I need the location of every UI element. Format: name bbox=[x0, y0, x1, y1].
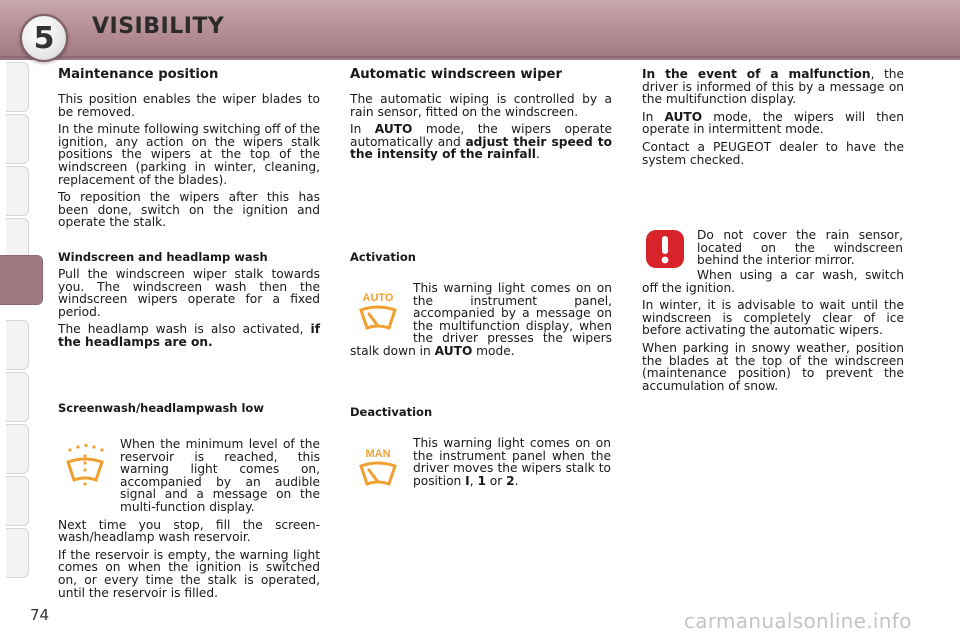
chapter-tab[interactable] bbox=[6, 114, 29, 164]
header-divider bbox=[0, 56, 960, 58]
malfunction-p1-rest: , the driver is informed of this by a message on the multifunction display. bbox=[642, 67, 905, 107]
headlamp-wash-p2 bbox=[58, 323, 320, 348]
warning-text-top bbox=[697, 229, 903, 272]
malfunction-p3: Contact a PEUGEOT dealer to have the system checked. bbox=[642, 139, 904, 167]
malfunction-p2-auto: AUTO bbox=[664, 109, 703, 124]
deactivation-end: . bbox=[514, 473, 519, 488]
auto-wiper-title: Automatic windscreen wiper bbox=[350, 67, 562, 82]
chapter-tab[interactable] bbox=[6, 424, 29, 474]
malfunction-p2-rest: mode, the wipers will then operate in intermittent mode. bbox=[642, 109, 904, 137]
warning-p1: Do not cover the rain sensor, located on the windscreen behind the interior mirror. bbox=[697, 228, 903, 268]
screenwash-text bbox=[58, 438, 320, 604]
maintenance-text bbox=[58, 93, 320, 234]
activation-text-main: This warning light comes on on the instrument panel, accompanied by a message on the multifunction display, when the driver presses the wipers stalk down in bbox=[350, 281, 612, 358]
deactivation-pos2: 1 bbox=[477, 473, 486, 488]
warning-p2: When using a car wash, switch off the ignition. bbox=[642, 268, 904, 295]
deactivation-or: or bbox=[485, 473, 507, 488]
chapter-tab[interactable] bbox=[6, 372, 29, 422]
deactivation-pos3: 2 bbox=[506, 473, 515, 488]
chapter-tab[interactable] bbox=[6, 62, 29, 112]
icon-spacer bbox=[350, 282, 413, 344]
malfunction-p1 bbox=[642, 68, 904, 106]
chapter-tab[interactable] bbox=[6, 528, 29, 578]
chapter-number-badge bbox=[20, 14, 68, 62]
warning-exclamation-icon bbox=[645, 229, 685, 273]
activation-paragraph bbox=[350, 282, 612, 358]
screenwash-p1: When the minimum level of the reservoir is reached, this warning light comes on, accompanied by an audible signal and a message on the multi-function display. bbox=[120, 437, 320, 514]
deactivation-paragraph bbox=[413, 437, 611, 487]
headlamp-wash-p1: Pull the windscreen wiper stalk towards you. The windscreen wash then the windscreen wipers operate for a fixed period. bbox=[58, 267, 320, 319]
auto-wiper-p1: The automatic wiping is controlled by a rain sensor, fitted on the windscreen. bbox=[350, 92, 612, 119]
auto-wiper-p2-end: . bbox=[535, 147, 540, 162]
auto-wiper-text bbox=[350, 93, 612, 166]
deactivation-text-main: This warning light comes on on the instrument panel when the driver moves the wipers stalk to position bbox=[413, 436, 611, 488]
maintenance-p1: This position enables the wiper blades to be removed. bbox=[58, 92, 320, 119]
warning-text bbox=[642, 269, 904, 397]
activation-title: Activation bbox=[350, 250, 416, 264]
maintenance-p2: In the minute following switching off of the ignition, any action on the wipers stalk positions the wipers at the top of the windscreen (parking in winter, cleaning, replacement of the blades). bbox=[58, 122, 320, 187]
deactivation-text bbox=[413, 437, 611, 492]
man-icon-label: MAN bbox=[365, 448, 391, 460]
auto-wiper-p2-auto: AUTO bbox=[374, 122, 413, 137]
screenwash-p2: Next time you stop, fill the screen-wash/headlamp wash reservoir. bbox=[58, 517, 320, 545]
auto-wiper-p2-mid: mode, the wipers operate automatically and bbox=[350, 122, 612, 149]
chapter-tab[interactable] bbox=[6, 166, 29, 216]
screenwash-title: Screenwash/headlampwash low bbox=[58, 401, 264, 415]
auto-wiper-p2 bbox=[350, 123, 612, 161]
headlamp-wash-title: Windscreen and headlamp wash bbox=[58, 250, 268, 264]
malfunction-bold: In the event of a malfunction bbox=[642, 67, 871, 81]
warning-p4: When parking in snowy weather, position the blades at the top of the windscreen (maintenance position) to prevent the accumulation of snow. bbox=[642, 340, 904, 393]
deactivation-pos1: I bbox=[465, 473, 470, 488]
malfunction-text bbox=[642, 68, 904, 171]
chapter-tabs bbox=[0, 62, 30, 577]
chapter-tab[interactable] bbox=[6, 476, 29, 526]
screenwash-p3: If the reservoir is empty, the warning light comes on when the ignition is switched on, or every time the stalk is operated, until the reservoir is filled. bbox=[58, 547, 320, 600]
auto-wiper-p2-bold: adjust their speed to the intensity of the rainfall bbox=[350, 134, 612, 162]
warning-p3: In winter, it is advisable to wait until the windscreen is completely clear of ice before activating the automatic wipers. bbox=[642, 298, 904, 338]
activation-auto: AUTO bbox=[434, 343, 473, 358]
headlamp-wash-text bbox=[58, 268, 320, 354]
chapter-tab-active[interactable] bbox=[0, 255, 43, 305]
malfunction-p2 bbox=[642, 111, 904, 136]
deactivation-title: Deactivation bbox=[350, 405, 433, 419]
malfunction-p2-pre: In bbox=[642, 109, 665, 124]
auto-wiper-p2-pre: In bbox=[350, 122, 375, 137]
watermark: carmanualsonline.info bbox=[684, 609, 912, 633]
maintenance-title: Maintenance position bbox=[58, 67, 219, 82]
auto-icon-label: AUTO bbox=[362, 292, 394, 304]
headlamp-wash-p2-text: The headlamp wash is also activated, bbox=[58, 322, 311, 337]
headlamp-wash-p2-bold: if the headlamps are on. bbox=[58, 322, 320, 349]
manual-wiper-icon bbox=[357, 446, 399, 496]
activation-end: mode. bbox=[472, 343, 515, 358]
deactivation-sep: , bbox=[469, 473, 478, 488]
chapter-tab[interactable] bbox=[6, 320, 29, 370]
chapter-title: VISIBILITY bbox=[92, 14, 225, 39]
maintenance-p3: To reposition the wipers after this has been done, switch on the ignition and operate the stalk. bbox=[58, 190, 320, 230]
page-number: 74 bbox=[30, 606, 50, 624]
activation-text bbox=[350, 282, 612, 363]
chapter-number: 5 bbox=[33, 20, 55, 56]
